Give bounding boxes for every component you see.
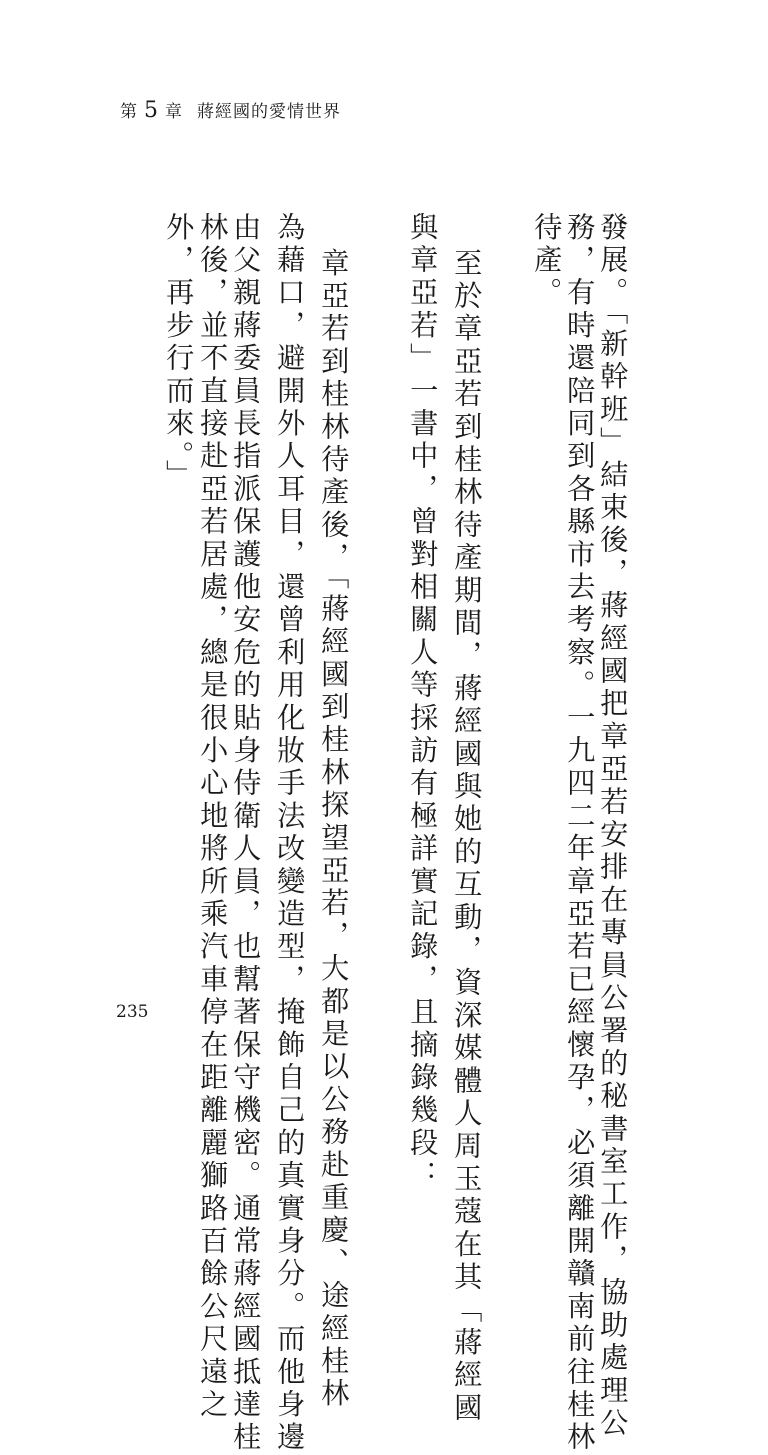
text-column: 務，有時還陪同到各縣市去考察。一九四二年章亞若已經懷孕，必須離開贛南前往桂林 (563, 212, 597, 1455)
chapter-suffix: 章 (165, 102, 183, 122)
chapter-title: 蔣經國的愛情世界 (197, 102, 341, 122)
chapter-number: 5 (144, 98, 159, 123)
text-column: 發展。「新幹班」結束後，蔣經國把章亞若安排在專員公署的秘書室工作，協助處理公 (596, 212, 630, 1441)
chapter-prefix: 第 (120, 102, 138, 122)
text-column: 與章亞若」一書中，曾對相關人等採訪有極詳實記錄，且摘錄幾段： (406, 212, 440, 1193)
text-column: 為藉口，避開外人耳目，還曾利用化妝手法改變造型，掩飾自己的真實身分。而他身邊 (273, 212, 307, 1455)
text-column: 至於章亞若到桂林待產期間，蔣經國與她的互動，資深媒體人周玉蔻在其「蔣經國 (450, 248, 484, 1426)
text-column: 由父親蔣委員長指派保護他安危的貼身侍衛人員，也幫著保守機密。通常蔣經國抵達桂 (229, 212, 263, 1455)
running-header (120, 97, 341, 123)
text-column: 林後，並不直接赴亞若居處，總是很小心地將所乘汽車停在距離麗獅路百餘公尺遠之 (196, 212, 230, 1422)
page-number: 235 (116, 1002, 149, 1022)
text-column: 待產。 (530, 212, 564, 311)
text-column: 外，再步行而來。」 (162, 212, 196, 493)
text-column: 章亞若到桂林待產後，「蔣經國到桂林探望亞若，大都是以公務赴重慶、途經桂林 (317, 248, 351, 1412)
